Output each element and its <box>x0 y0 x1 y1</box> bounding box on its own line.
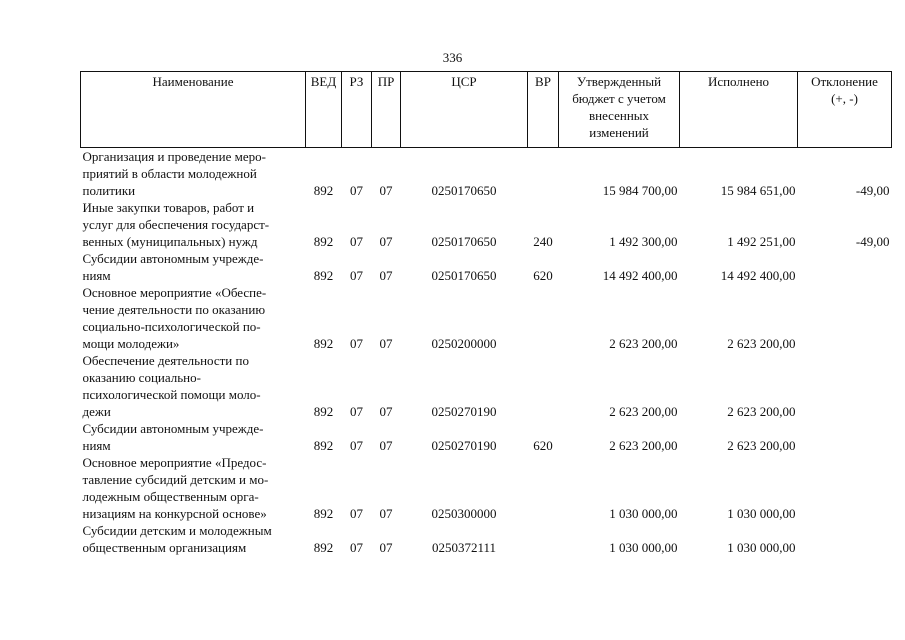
row-pr: 07 <box>379 268 393 283</box>
header-csr: ЦСР <box>401 72 528 148</box>
table-row <box>81 250 892 284</box>
row-csr: 0250270190 <box>431 438 497 453</box>
row-vr <box>528 454 559 522</box>
row-name-line: тавление субсидий детским и мо- <box>82 472 269 487</box>
row-name-line: ниям <box>82 268 111 283</box>
row-pr: 07 <box>379 438 393 453</box>
row-rz: 07 <box>350 540 363 555</box>
row-approved: 2 623 200,00 <box>609 404 678 419</box>
row-executed: 15 984 651,00 <box>720 183 796 198</box>
row-name-line: психологической помощи моло- <box>82 387 261 402</box>
row-csr: 0250200000 <box>431 336 497 351</box>
row-rz: 07 <box>350 438 363 453</box>
row-approved: 1 030 000,00 <box>609 540 678 555</box>
row-executed: 1 492 251,00 <box>727 234 796 249</box>
row-vr <box>528 522 559 556</box>
row-name-line: Основное мероприятие «Обеспе- <box>82 285 267 300</box>
row-vr <box>528 352 559 420</box>
row-rz: 07 <box>350 183 363 198</box>
row-name <box>81 284 306 352</box>
row-ved: 892 <box>313 540 334 555</box>
row-name <box>81 352 306 420</box>
row-rz: 07 <box>350 506 363 521</box>
header-approved-line: Утвержденный <box>576 74 662 89</box>
row-name-line: услуг для обеспечения государст- <box>82 217 270 232</box>
header-approved <box>559 72 680 148</box>
row-pr: 07 <box>379 336 393 351</box>
row-name-line: Субсидии детским и молодежным <box>82 523 272 538</box>
row-executed: 2 623 200,00 <box>727 438 796 453</box>
row-pr: 07 <box>379 183 393 198</box>
row-executed: 2 623 200,00 <box>727 336 796 351</box>
row-name <box>81 250 306 284</box>
row-csr: 0250372111 <box>431 540 497 555</box>
row-ved: 892 <box>313 404 334 419</box>
row-name-line: ниям <box>82 438 111 453</box>
row-ved: 892 <box>313 234 334 249</box>
table-body <box>81 148 892 557</box>
row-deviation <box>798 250 892 284</box>
row-name-line: низациям на конкурсной основе» <box>82 506 267 521</box>
header-deviation-line: Отклонение <box>811 74 878 89</box>
row-name <box>81 148 306 200</box>
header-executed: Исполнено <box>680 72 798 148</box>
row-name-line: мощи молодежи» <box>82 336 180 351</box>
budget-table <box>80 71 892 556</box>
row-rz: 07 <box>350 404 363 419</box>
row-csr: 0250270190 <box>431 404 497 419</box>
row-executed: 1 030 000,00 <box>727 506 796 521</box>
header-approved-line: бюджет с учетом <box>572 91 666 106</box>
row-deviation <box>798 352 892 420</box>
header-ved: ВЕД <box>306 72 342 148</box>
row-ved: 892 <box>313 438 334 453</box>
row-deviation <box>798 454 892 522</box>
header-approved-line: изменений <box>589 125 649 140</box>
table-row <box>81 284 892 352</box>
table-row <box>81 420 892 454</box>
row-vr <box>528 284 559 352</box>
row-executed: 2 623 200,00 <box>727 404 796 419</box>
row-vr: 240 <box>533 234 553 249</box>
row-name <box>81 199 306 250</box>
row-vr: 620 <box>533 438 553 453</box>
row-name <box>81 420 306 454</box>
row-name-line: Обеспечение деятельности по <box>82 353 249 368</box>
row-name-line: дежи <box>82 404 111 419</box>
row-deviation <box>798 522 892 556</box>
header-vr: ВР <box>528 72 559 148</box>
row-name-line: приятий в области молодежной <box>82 166 257 181</box>
row-ved: 892 <box>313 268 334 283</box>
row-approved: 15 984 700,00 <box>602 183 678 198</box>
row-deviation: -49,00 <box>855 183 890 198</box>
header-name: Наименование <box>81 72 306 148</box>
header-approved-line: внесенных <box>588 108 650 123</box>
row-name <box>81 454 306 522</box>
row-name-line: Субсидии автономным учрежде- <box>82 421 264 436</box>
row-name-line: оказанию социально- <box>82 370 201 385</box>
row-name-line: чение деятельности по оказанию <box>82 302 266 317</box>
row-ved: 892 <box>313 506 334 521</box>
header-deviation <box>798 72 892 148</box>
table-row <box>81 522 892 556</box>
row-name-line: общественным организациям <box>82 540 247 555</box>
row-deviation <box>798 420 892 454</box>
row-ved: 892 <box>313 336 334 351</box>
row-approved: 1 030 000,00 <box>609 506 678 521</box>
row-name <box>81 522 306 556</box>
header-deviation-line: (+, -) <box>831 91 858 106</box>
row-approved: 2 623 200,00 <box>609 438 678 453</box>
row-pr: 07 <box>379 540 393 555</box>
header-rz: РЗ <box>342 72 372 148</box>
row-vr: 620 <box>533 268 553 283</box>
table-row <box>81 148 892 200</box>
row-csr: 0250170650 <box>431 183 497 198</box>
row-name-line: Основное мероприятие «Предос- <box>82 455 267 470</box>
row-csr: 0250170650 <box>431 268 497 283</box>
row-rz: 07 <box>350 268 363 283</box>
row-ved: 892 <box>313 183 334 198</box>
row-name-line: лодежным общественным орга- <box>82 489 259 504</box>
header-pr: ПР <box>372 72 401 148</box>
row-pr: 07 <box>379 234 393 249</box>
row-deviation <box>798 284 892 352</box>
row-approved: 1 492 300,00 <box>609 234 678 249</box>
row-rz: 07 <box>350 336 363 351</box>
row-rz: 07 <box>350 234 363 249</box>
row-name-line: социально-психологической по- <box>82 319 261 334</box>
row-csr: 0250300000 <box>431 506 497 521</box>
row-name-line: Организация и проведение меро- <box>82 149 266 164</box>
table-row <box>81 352 892 420</box>
row-pr: 07 <box>379 506 393 521</box>
table-row <box>81 454 892 522</box>
row-approved: 14 492 400,00 <box>602 268 678 283</box>
table-header <box>81 72 892 148</box>
row-csr: 0250170650 <box>431 234 497 249</box>
row-vr <box>528 148 559 200</box>
page-number: 336 <box>442 50 463 65</box>
row-name-line: Иные закупки товаров, работ и <box>82 200 255 215</box>
row-approved: 2 623 200,00 <box>609 336 678 351</box>
row-pr: 07 <box>379 404 393 419</box>
row-name-line: политики <box>82 183 136 198</box>
row-name-line: Субсидии автономным учрежде- <box>82 251 264 266</box>
row-name-line: венных (муниципальных) нужд <box>82 234 258 249</box>
row-executed: 1 030 000,00 <box>727 540 796 555</box>
table-row <box>81 199 892 250</box>
row-deviation: -49,00 <box>855 234 890 249</box>
row-executed: 14 492 400,00 <box>720 268 796 283</box>
